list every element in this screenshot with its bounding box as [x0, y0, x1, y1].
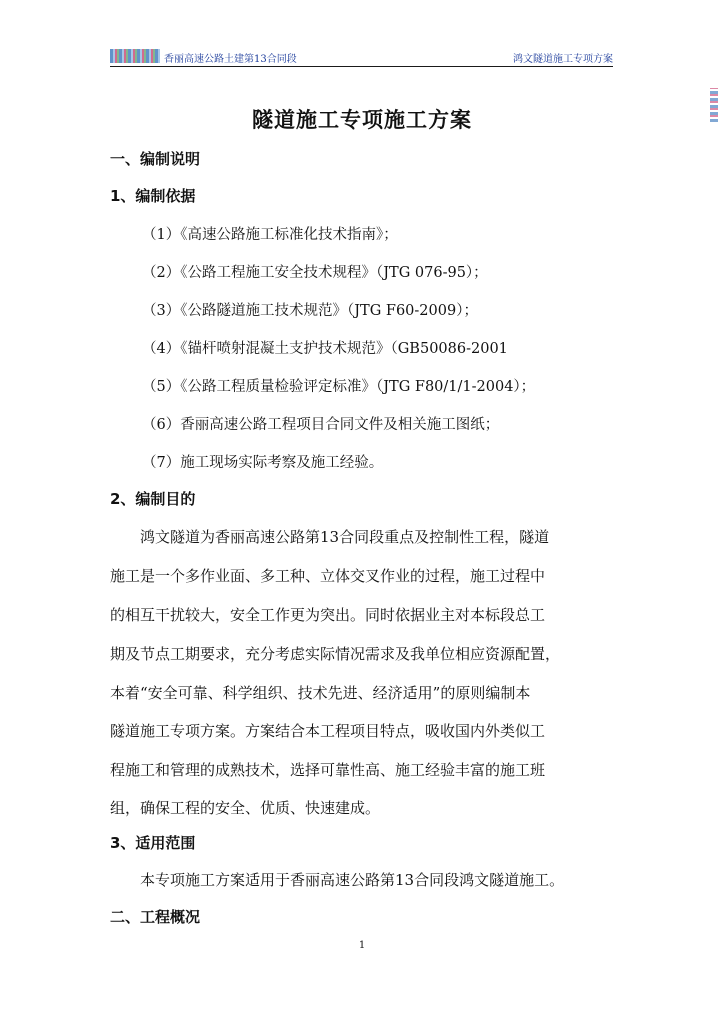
paragraph-line: 施工是一个多作业面、多工种、立体交叉作业的过程，施工过程中	[110, 567, 546, 585]
section-heading-1: 一、编制说明	[110, 150, 201, 168]
page-header	[110, 46, 613, 67]
paragraph-line: 组，确保工程的安全、优质、快速建成。	[110, 799, 381, 817]
paragraph-line: 程施工和管理的成熟技术，选择可靠性高、施工经验丰富的施工班	[110, 761, 546, 779]
reference-item: （2）《公路工程施工安全技术规程》（JTG 076-95）；	[142, 265, 488, 281]
section-heading-2: 二、工程概况	[110, 908, 201, 926]
reference-item: （3）《公路隧道施工技术规范》（JTG F60-2009）；	[142, 303, 478, 319]
company-logo-icon	[110, 49, 160, 63]
paragraph-line: 的相互干扰较大，安全工作更为突出。同时依据业主对本标段总工	[110, 606, 546, 624]
reference-item: （6）香丽高速公路工程项目合同文件及相关施工图纸；	[142, 417, 500, 433]
subsection-heading-purpose: 2、编制目的	[110, 490, 196, 508]
header-document-name: 鸿文隧道施工专项方案	[513, 54, 613, 65]
paragraph-line: 隧道施工专项方案。方案结合本工程项目特点，吸收国内外类似工	[110, 722, 546, 740]
subsection-heading-basis: 1、编制依据	[110, 187, 196, 205]
paragraph-line: 期及节点工期要求，充分考虑实际情况需求及我单位相应资源配置，	[110, 645, 561, 663]
page-number: 1	[358, 940, 366, 951]
paragraph-line: 本着“安全可靠、科学组织、技术先进、经济适用”的原则编制本	[110, 684, 531, 702]
paragraph-line: 本专项施工方案适用于香丽高速公路第13合同段鸿文隧道施工。	[110, 871, 565, 889]
reference-item: （4）《锚杆喷射混凝土支护技术规范》（GB50086-2001	[142, 341, 508, 357]
document-title: 隧道施工专项施工方案	[252, 107, 472, 132]
reference-item: （7）施工现场实际考察及施工经验。	[142, 455, 384, 471]
subsection-heading-scope: 3、适用范围	[110, 834, 196, 852]
reference-item: （5）《公路工程质量检验评定标准》（JTG F80/1/1-2004）；	[142, 379, 536, 395]
reference-item: （1）《高速公路施工标准化技术指南》；	[142, 227, 398, 243]
paragraph-line: 鸿文隧道为香丽高速公路第13合同段重点及控制性工程，隧道	[110, 528, 550, 546]
header-project-name: 香丽高速公路土建第13合同段	[164, 54, 297, 65]
